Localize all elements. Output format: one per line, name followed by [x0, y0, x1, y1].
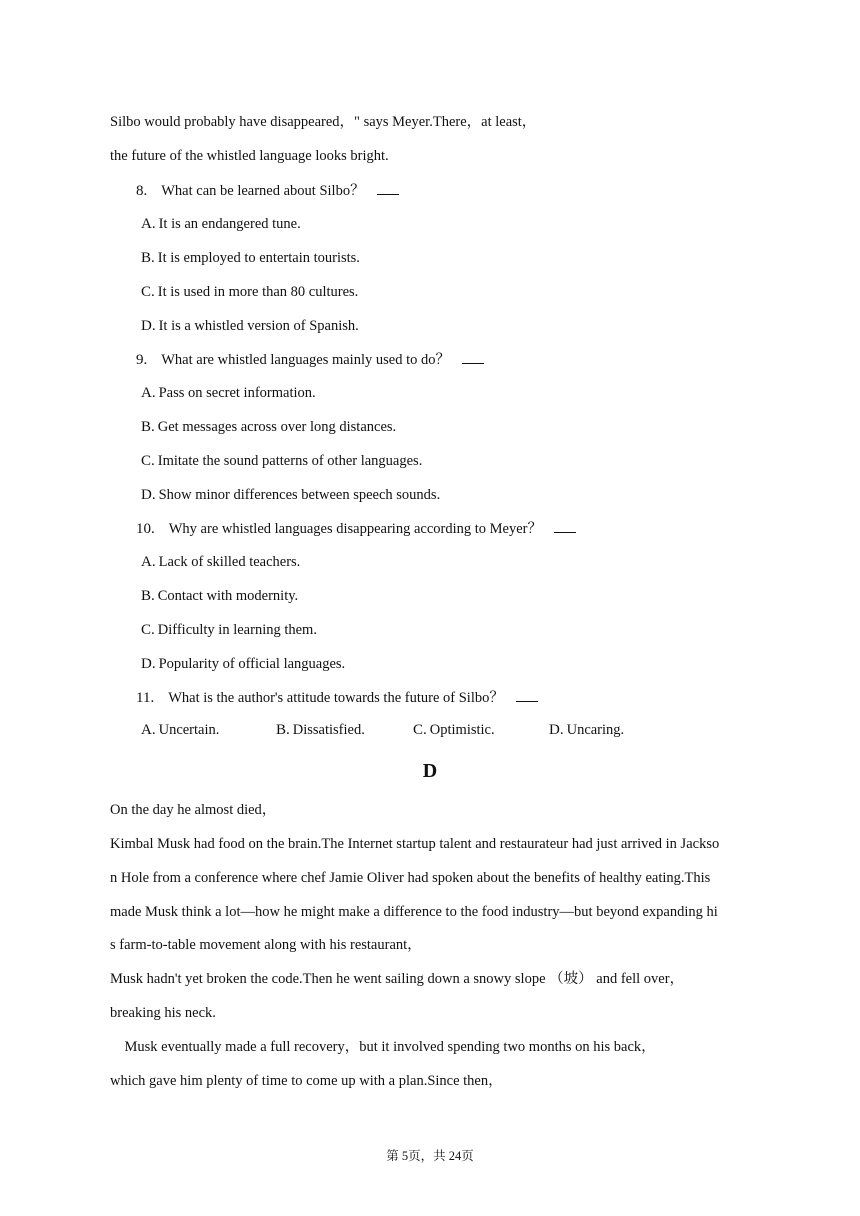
option-text: It is an endangered tune.	[158, 216, 301, 232]
option-letter: B.	[276, 722, 290, 738]
option-11a	[141, 720, 219, 740]
option-letter: B.	[141, 419, 155, 435]
option-letter: C.	[141, 622, 155, 638]
option-text: Dissatisfied.	[292, 722, 365, 738]
passage-line: made Musk think a lot—how he might make a difference to the food industry—but beyond expanding hi	[110, 904, 718, 920]
option-text: Get messages across over long distances.	[157, 419, 397, 435]
passage-line: n Hole from a conference where chef Jamie Oliver had spoken about the benefits of healthy eating.This	[110, 870, 711, 886]
option-8c	[141, 282, 358, 302]
option-text: Popularity of official languages.	[158, 656, 346, 672]
passage-line: Silbo would probably have disappeared，" says Meyer.There，at least，	[110, 114, 537, 130]
option-letter: D.	[141, 318, 156, 334]
option-letter: A.	[141, 722, 156, 738]
passage-line: s farm-to-table movement along with his restaurant，	[110, 937, 422, 953]
option-letter: D.	[549, 722, 564, 738]
option-letter: C.	[413, 722, 427, 738]
question-number: 9.	[136, 352, 148, 368]
option-9d	[141, 485, 440, 505]
answer-blank[interactable]	[462, 349, 484, 364]
question-text: What is the author's attitude towards the future of Silbo？	[168, 690, 504, 706]
option-text: Imitate the sound patterns of other languages.	[157, 453, 423, 469]
passage-line: On the day he almost died，	[110, 802, 277, 818]
option-letter: D.	[141, 656, 156, 672]
option-letter: A.	[141, 554, 156, 570]
passage-line: which gave him plenty of time to come up with a plan.Since then，	[110, 1073, 503, 1089]
answer-blank[interactable]	[377, 180, 399, 195]
passage-line: Musk hadn't yet broken the code.Then he went sailing down a snowy slope （坡） and fell over，	[110, 971, 685, 987]
question-text: What can be learned about Silbo？	[161, 183, 365, 199]
option-10d	[141, 654, 345, 674]
option-11c	[413, 720, 495, 740]
option-text: It is used in more than 80 cultures.	[157, 284, 359, 300]
question-number: 8.	[136, 183, 148, 199]
option-10a	[141, 552, 300, 572]
option-11b	[276, 720, 365, 740]
answer-blank[interactable]	[516, 687, 538, 702]
question-text: Why are whistled languages disappearing according to Meyer？	[168, 521, 542, 537]
question-11	[136, 687, 538, 708]
option-text: Uncertain.	[158, 722, 220, 738]
option-text: Optimistic.	[429, 722, 495, 738]
question-8	[136, 180, 399, 201]
option-letter: A.	[141, 385, 156, 401]
option-letter: B.	[141, 588, 155, 604]
passage-line: breaking his neck.	[110, 1005, 216, 1021]
option-letter: D.	[141, 487, 156, 503]
question-10	[136, 518, 576, 539]
option-letter: A.	[141, 216, 156, 232]
option-letter: B.	[141, 250, 155, 266]
option-letter: C.	[141, 453, 155, 469]
option-9b	[141, 417, 396, 437]
option-text: Difficulty in learning them.	[157, 622, 317, 638]
option-text: Uncaring.	[566, 722, 625, 738]
passage-line: Kimbal Musk had food on the brain.The Internet startup talent and restaurateur had just arrived in Jackso	[110, 836, 720, 852]
option-9a	[141, 383, 316, 403]
page-footer: 第 5页，共 24页	[386, 1149, 474, 1163]
option-8d	[141, 316, 359, 336]
question-number: 11.	[136, 690, 155, 706]
option-11d	[549, 720, 624, 740]
option-8a	[141, 214, 301, 234]
answer-blank[interactable]	[554, 518, 576, 533]
option-text: Pass on secret information.	[158, 385, 316, 401]
option-text: It is employed to entertain tourists.	[157, 250, 360, 266]
option-letter: C.	[141, 284, 155, 300]
option-text: Contact with modernity.	[157, 588, 299, 604]
option-8b	[141, 248, 360, 268]
question-text: What are whistled languages mainly used to do？	[161, 352, 450, 368]
option-text: Lack of skilled teachers.	[158, 554, 301, 570]
question-number: 10.	[136, 521, 155, 537]
option-10c	[141, 620, 317, 640]
question-9	[136, 349, 484, 370]
option-text: It is a whistled version of Spanish.	[158, 318, 359, 334]
option-text: Show minor differences between speech sounds.	[158, 487, 441, 503]
passage-line: Musk eventually made a full recovery，but it involved spending two months on his back，	[110, 1039, 656, 1055]
option-9c	[141, 451, 422, 471]
passage-line: the future of the whistled language looks bright.	[110, 148, 389, 164]
option-10b	[141, 586, 298, 606]
section-title: D	[422, 760, 438, 782]
